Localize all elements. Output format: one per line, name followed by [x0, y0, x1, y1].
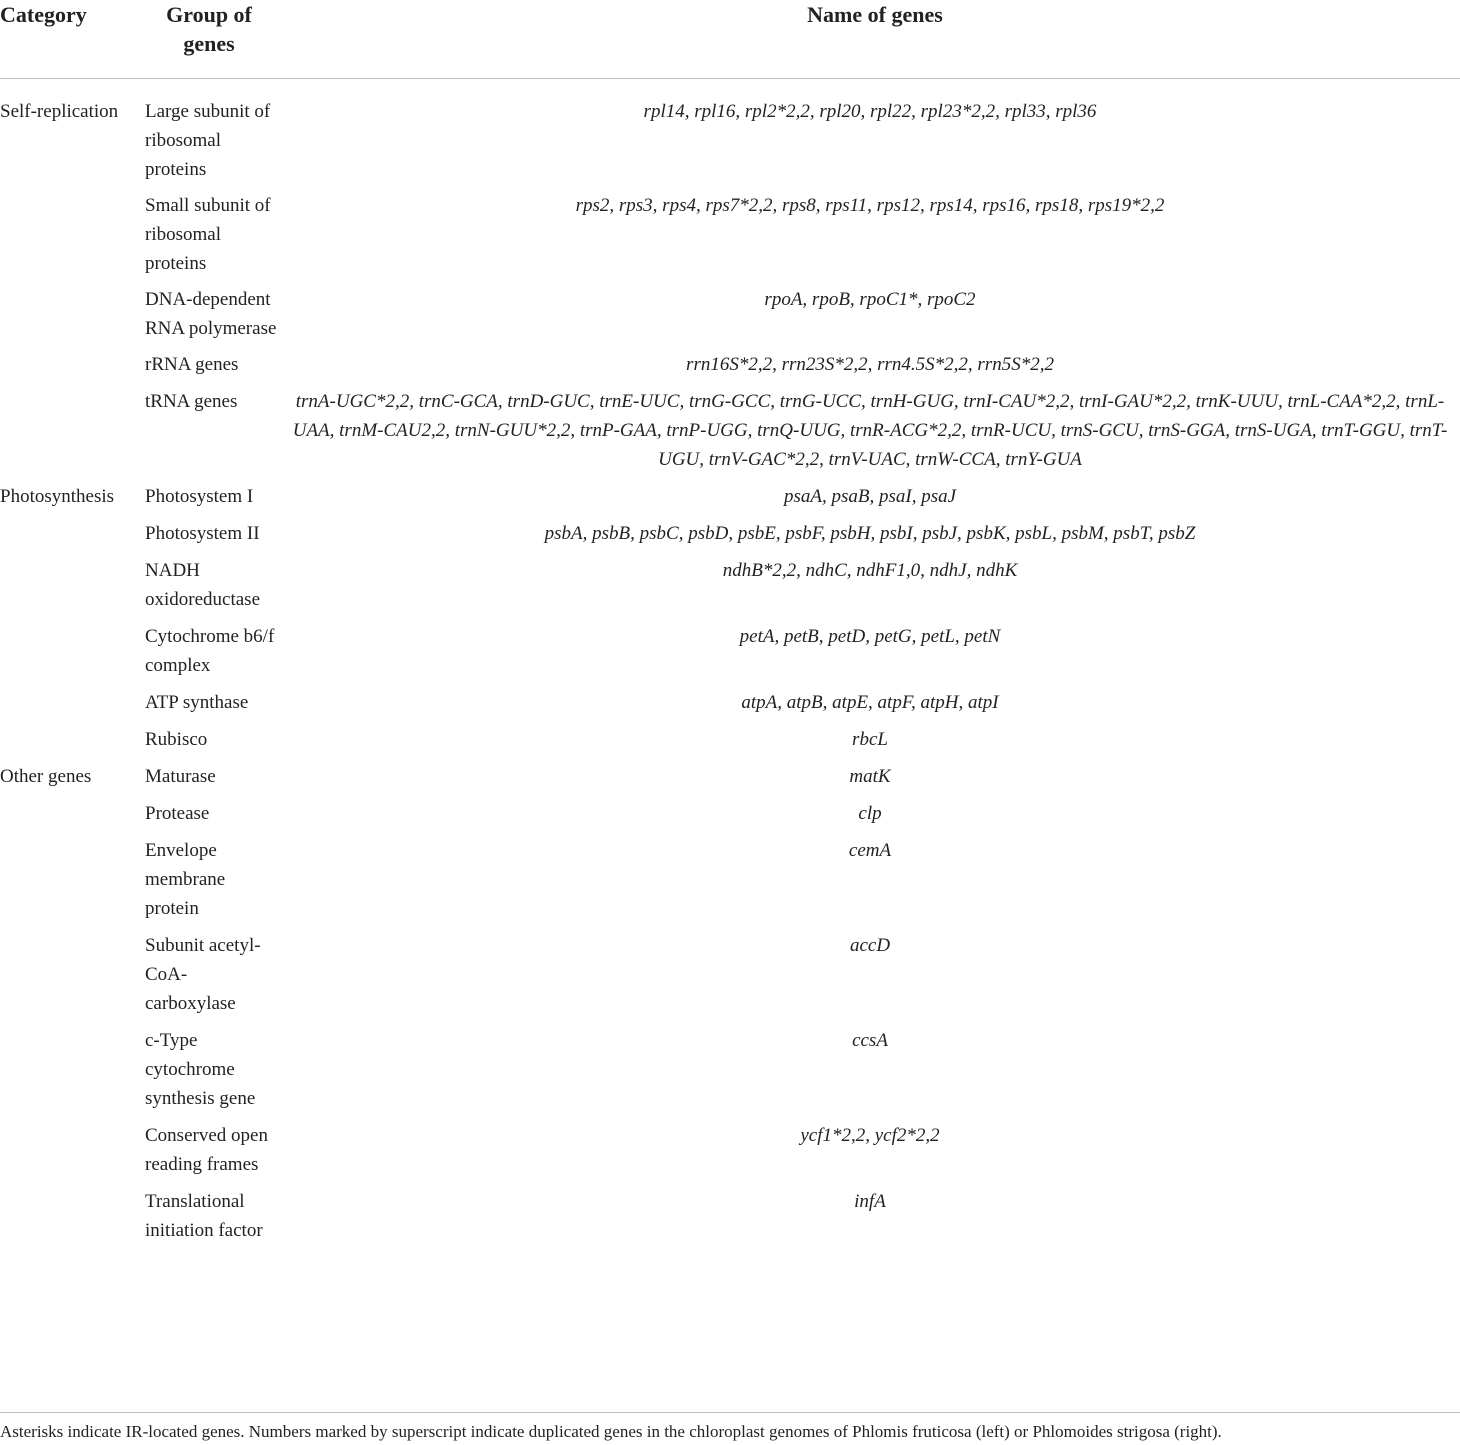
header-group: Group of genes	[166, 2, 252, 56]
category-cell	[0, 97, 145, 184]
genes-cell: petA, petB, petD, petG, petL, petN	[739, 626, 1001, 647]
group-text: Small subunit of ribosomal proteins	[145, 195, 271, 274]
table-row	[0, 688, 1460, 717]
group-cell	[145, 762, 285, 791]
genes-cell: clp	[858, 803, 882, 824]
group-cell	[145, 931, 285, 1018]
genes-cell: infA	[854, 1191, 886, 1212]
table-row	[0, 519, 1460, 548]
category-cell	[0, 1187, 145, 1245]
category-cell	[0, 762, 145, 791]
group-text: Photosystem II	[145, 523, 260, 544]
category-cell	[0, 836, 145, 923]
group-text: Photosystem I	[145, 486, 254, 507]
table-row	[0, 622, 1460, 680]
table-row	[0, 482, 1460, 511]
genes-cell: cemA	[848, 840, 892, 861]
group-text: ATP synthase	[145, 692, 249, 713]
group-text: tRNA genes	[145, 391, 238, 412]
table-row	[0, 387, 1460, 474]
group-text: c-Type cytochrome synthesis gene	[145, 1030, 256, 1109]
group-text: Envelope membrane protein	[145, 840, 226, 919]
group-cell	[145, 350, 285, 379]
group-cell	[145, 725, 285, 754]
table-row	[0, 1121, 1460, 1179]
group-text: Subunit acetyl-CoA-carboxylase	[145, 935, 261, 1014]
table-row	[0, 1026, 1460, 1113]
category-cell	[0, 482, 145, 511]
group-text: Cytochrome b6/f complex	[145, 626, 275, 676]
category-cell	[0, 1026, 145, 1113]
group-text: rRNA genes	[145, 354, 239, 375]
group-cell	[145, 1026, 285, 1113]
genes-cell: matK	[849, 766, 891, 787]
genes-cell: ndhB*2,2, ndhC, ndhF1,0, ndhJ, ndhK	[722, 560, 1018, 581]
group-cell	[145, 482, 285, 511]
table-row	[0, 836, 1460, 923]
group-cell	[145, 285, 285, 343]
category-cell	[0, 1121, 145, 1179]
group-text: Maturase	[145, 766, 216, 787]
category-cell	[0, 688, 145, 717]
category-cell	[0, 191, 145, 278]
group-text: Conserved open reading frames	[145, 1125, 268, 1175]
genes-cell: ccsA	[852, 1030, 888, 1051]
group-cell	[145, 97, 285, 184]
group-cell	[145, 836, 285, 923]
category-cell	[0, 519, 145, 548]
table-row	[0, 285, 1460, 343]
category-cell	[0, 556, 145, 614]
table-footnote: Asterisks indicate IR-located genes. Numbers marked by superscript indicate duplicated genes in the chloroplast genomes of Phlomis fruticosa (left) or Phlomoides strigosa (right).	[0, 1412, 1460, 1443]
genes-cell: rps2, rps3, rps4, rps7*2,2, rps8, rps11, rps12, rps14, rps16, rps18, rps19*2,2	[575, 195, 1165, 216]
table-row	[0, 725, 1460, 754]
category-cell	[0, 799, 145, 828]
group-text: Large subunit of ribosomal proteins	[145, 101, 271, 180]
group-cell	[145, 688, 285, 717]
genes-cell: rpoA, rpoB, rpoC1*, rpoC2	[764, 289, 976, 310]
table-row	[0, 1187, 1460, 1245]
group-cell	[145, 1121, 285, 1179]
genes-cell: psbA, psbB, psbC, psbD, psbE, psbF, psbH, psbI, psbJ, psbK, psbL, psbM, psbT, psbZ	[544, 523, 1196, 544]
group-cell	[145, 1187, 285, 1245]
table-row	[0, 556, 1460, 614]
group-cell	[145, 799, 285, 828]
genes-cell: rrn16S*2,2, rrn23S*2,2, rrn4.5S*2,2, rrn5S*2,2	[686, 354, 1054, 375]
table-row	[0, 799, 1460, 828]
genes-cell: accD	[849, 935, 891, 956]
genes-cell: rpl14, rpl16, rpl2*2,2, rpl20, rpl22, rpl23*2,2, rpl33, rpl36	[643, 101, 1097, 122]
category-text: Self-replication	[0, 101, 119, 122]
header-genes: Name of genes	[807, 2, 943, 27]
genes-cell: rbcL	[852, 729, 888, 750]
group-cell	[145, 519, 285, 548]
category-text: Photosynthesis	[0, 486, 115, 507]
table-header	[0, 0, 1460, 79]
group-text: NADH oxidoreductase	[145, 560, 261, 610]
table-body	[0, 79, 1460, 1245]
table-row	[0, 931, 1460, 1018]
category-cell	[0, 350, 145, 379]
category-cell	[0, 387, 145, 474]
group-text: Rubisco	[145, 729, 208, 750]
genes-cell: ycf1*2,2, ycf2*2,2	[800, 1125, 940, 1146]
category-cell	[0, 285, 145, 343]
genes-cell: psaA, psaB, psaI, psaJ	[783, 486, 957, 507]
table-row	[0, 762, 1460, 791]
group-cell	[145, 387, 285, 474]
group-cell	[145, 556, 285, 614]
category-text: Other genes	[0, 766, 92, 787]
group-text: Protease	[145, 803, 210, 824]
category-cell	[0, 725, 145, 754]
group-text: Translational initiation factor	[145, 1191, 263, 1241]
genes-cell: atpA, atpB, atpE, atpF, atpH, atpI	[741, 692, 999, 713]
category-cell	[0, 931, 145, 1018]
group-cell	[145, 622, 285, 680]
header-category: Category	[0, 2, 87, 27]
table-row	[0, 97, 1460, 184]
group-cell	[145, 191, 285, 278]
table-row	[0, 350, 1460, 379]
table-row	[0, 191, 1460, 278]
group-text: DNA-dependent RNA polymerase	[145, 289, 277, 339]
genes-cell: trnA-UGC*2,2, trnC-GCA, trnD-GUC, trnE-UUC, trnG-GCC, trnG-UCC, trnH-GUG, trnI-CAU*2,2, trnI-GAU*2,2, trnK-UUU, trnL-CAA*2,2, trnL-UAA, trnM-CAU2,2, trnN-GUU*2,2, trnP-GAA, trnP-UGG, trnQ-UUG, trnR-ACG*2,2, trnR-UCU, trnS-GCU, trnS-GGA, trnS-UGA, trnT-GGU, trnT-UGU, trnV-GAC*2,2, trnV-UAC, trnW-CCA, trnY-GUA	[292, 391, 1448, 470]
category-cell	[0, 622, 145, 680]
